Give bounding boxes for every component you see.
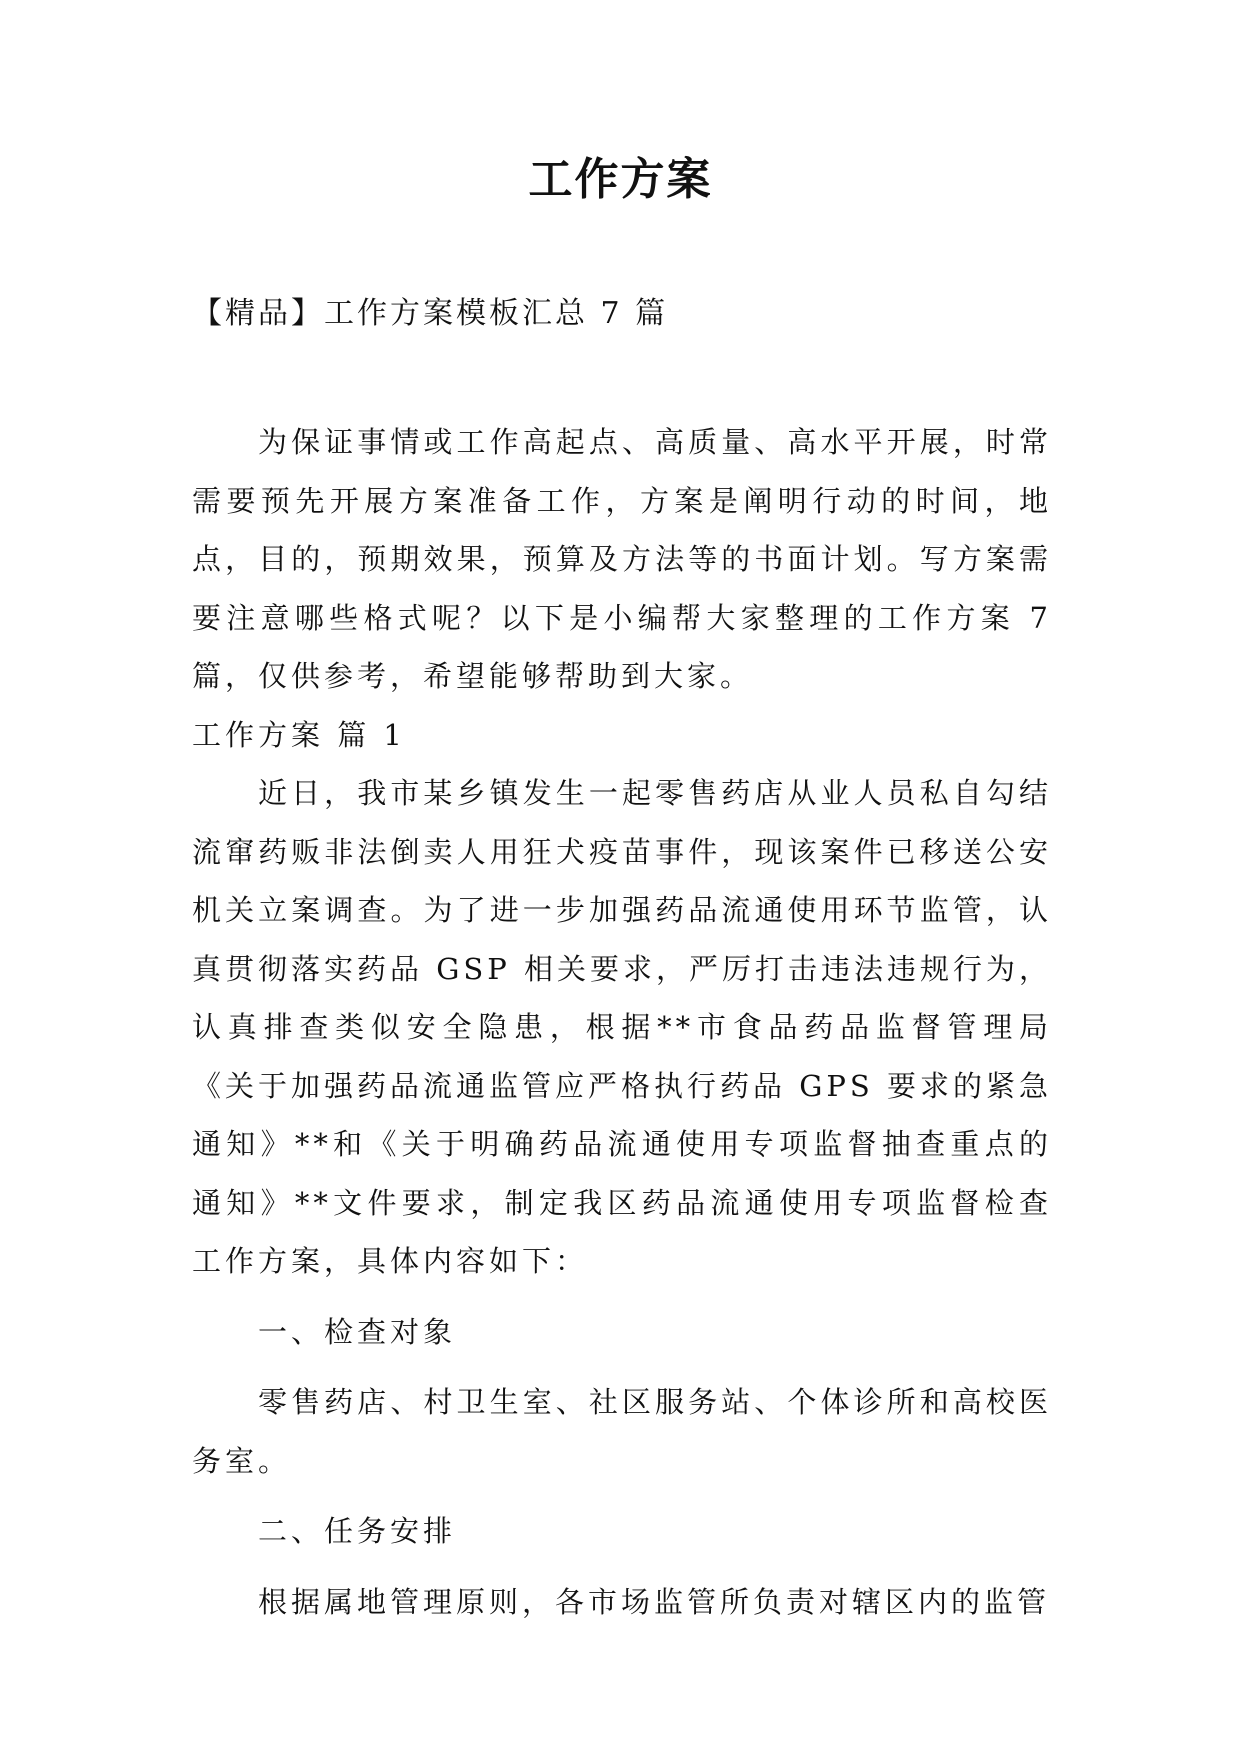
spacer: [192, 1291, 1052, 1303]
section-paragraph: 近日，我市某乡镇发生一起零售药店从业人员私自勾结流窜药贩非法倒卖人用狂犬疫苗事件，现该案件已移送公安机关立案调查。为了进一步加强药品流通使用环节监管，认真贯彻落实药品 GSP 相关要求，严厉打击违法违规行为，认真排查类似安全隐患，根据**市食品药品监督管理局《关于加强药品流通监管应严格执行药品 GPS 要求的紧急通知》**和《关于明确药品流通使用专项监督抽查重点的通知》**文件要求，制定我区药品流通使用专项监督检查工作方案，具体内容如下：: [192, 776, 1052, 1278]
spacer: [192, 1361, 1052, 1373]
spacer: [192, 1490, 1052, 1502]
item-heading: 一、检查对象: [258, 1314, 457, 1349]
document-body: [192, 413, 1052, 1631]
section-heading: 工作方案 篇 1: [192, 717, 406, 752]
item-paragraph: 根据属地管理原则，各市场监管所负责对辖区内的监管: [258, 1584, 1051, 1619]
item-heading: 二、任务安排: [258, 1514, 457, 1548]
intro-paragraph: 为保证事情或工作高起点、高质量、高水平开展，时常需要预先开展方案准备工作，方案是阐明行动的时间，地点，目的，预期效果，预算及方法等的书面计划。写方案需要注意哪些格式呢？以下是小编帮大家整理的工作方案 7 篇，仅供参考，希望能够帮助到大家。: [192, 425, 1052, 693]
spacer: [192, 1561, 1052, 1573]
document-title: 工作方案: [528, 154, 713, 205]
item-paragraph: 零售药店、村卫生室、社区服务站、个体诊所和高校医务室。: [192, 1385, 1052, 1478]
document-subtitle: 【精品】工作方案模板汇总 7 篇: [192, 296, 669, 331]
